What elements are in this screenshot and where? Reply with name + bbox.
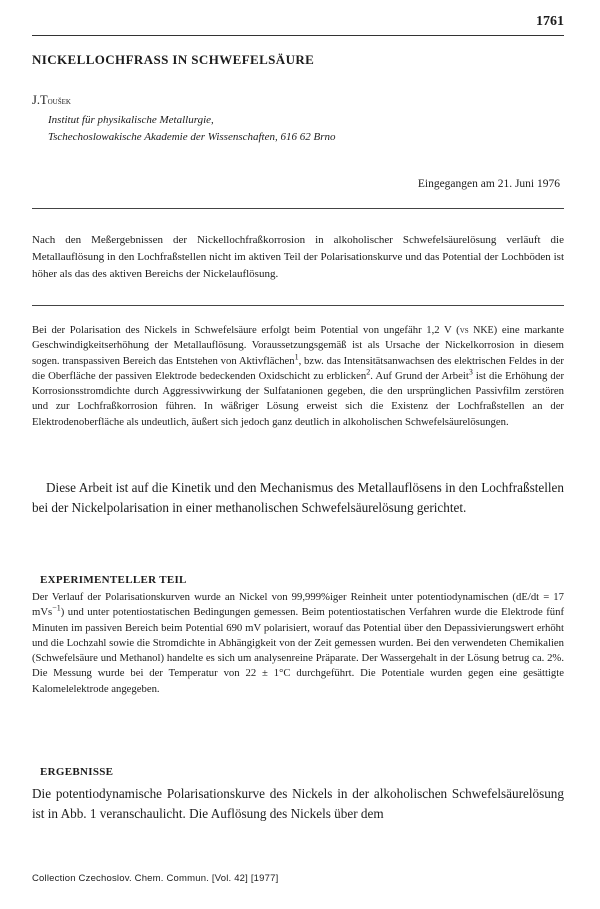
journal-footer: Collection Czechoslov. Chem. Commun. [Vol. 42] [1977] bbox=[32, 873, 279, 884]
results-text: Die potentiodynamische Polarisationskurve des Nickels in der alkoholischen Schwefelsäurelösung ist in Abb. 1 veranschaulicht. Die Auflösung des Nickels über dem bbox=[32, 786, 564, 821]
article-title: NICKELLOCHFRASS IN SCHWEFELSÄURE bbox=[32, 52, 315, 67]
abstract-rule-bottom bbox=[32, 305, 564, 306]
section-heading-results: ERGEBNISSE bbox=[40, 766, 114, 778]
header-rule bbox=[32, 35, 564, 36]
section-heading-experimental: EXPERIMENTELLER TEIL bbox=[40, 574, 187, 586]
intro-paragraph bbox=[32, 323, 564, 430]
results-paragraph bbox=[32, 784, 564, 824]
intro-text: Bei der Polarisation des Nickels in Schwefelsäure erfolgt beim Potential von ungefähr 1,2 V (vs NKE) eine markante Geschwindigkeitserhöhung der Metallauflösung. Voraussetzungsgemäß ist als Ursache der Nickelkorrosion in diesem sogen. transpassiven Bereich das Entstehen von Aktivflächen$^1$, bzw. das Intensitätsanwachsen des elektrischen Feldes in der die Oberfläche der passiven Elektrode bedeckenden Oxidschicht zu erblicken$^2$. Auf Grund der Arbeit$^3$ ist die Erhöhung der Korrosionsstromdichte durch Aggressivwirkung der Sulfatanionen gegeben, die den ursprünglichen Passivfilm zerstören und zur Lochfraßkorrosion führen. In wäßriger Lösung erweist sich die Existenz der Lochfraßstellen an der Elektrodenoberfläche als undeutlich, äußert sich jedoch ganz deutlich in alkoholischen Schwefelsäurelösungen. bbox=[32, 324, 564, 428]
received-date: Eingegangen am 21. Juni 1976 bbox=[417, 178, 560, 190]
experimental-text: Der Verlauf der Polarisationskurven wurde an Nickel von 99,999%iger Reinheit unter potentiodynamischen (dE/dt = 17 mVs$^{-1}$) und unter potentiostatischen Bedingungen gemessen. Beim potentiostatischen Verfahren wurde die Elektrode fünf Minuten im passiven Bereich beim Potential 690 mV polarisiert, worauf das Potential über den Depassivierungswert erhöht und die Lochzahl sowie die Stromdichte in Abhängigkeit von der Zeit gemessen wurden. Bei den verwendeten Chemikalien (Schwefelsäure und Methanol) handelte es sich um analysenreine Präparate. Der Wassergehalt in der Lösung betrug ca. 2%. Die Messung wurde bei der Temperatur von 22 ± 1°C durchgeführt. Die Potentiale wurden gegen eine gesättigte Kalomelelektrode angegeben. bbox=[32, 591, 564, 695]
affiliation-line-2: Tschechoslowakische Akademie der Wissenschaften, 616 62 Brno bbox=[48, 131, 336, 143]
page-number: 1761 bbox=[536, 14, 564, 29]
affiliation-line-1: Institut für physikalische Metallurgie, bbox=[48, 114, 214, 126]
author-name: J.Toušek bbox=[32, 93, 71, 107]
experimental-paragraph bbox=[32, 590, 564, 697]
aim-text: Diese Arbeit ist auf die Kinetik und den Mechanismus des Metallauflösens in den Lochfraßstellen bei der Nickelpolarisation in einer methanolischen Schwefelsäurelösung gerichtet. bbox=[32, 480, 564, 515]
affiliation bbox=[48, 112, 336, 146]
abstract-rule-top bbox=[32, 208, 564, 209]
aim-paragraph bbox=[32, 478, 564, 518]
abstract: Nach den Meßergebnissen der Nickellochfraßkorrosion in alkoholischer Schwefelsäurelösung verläuft die Metallauflösung in den Lochfraßstellen nicht im aktiven Teil der Polarisationskurve und das Potential der Lochböden ist höher als das des aktiven Bereichs der Nickelauflösung. bbox=[32, 234, 564, 280]
